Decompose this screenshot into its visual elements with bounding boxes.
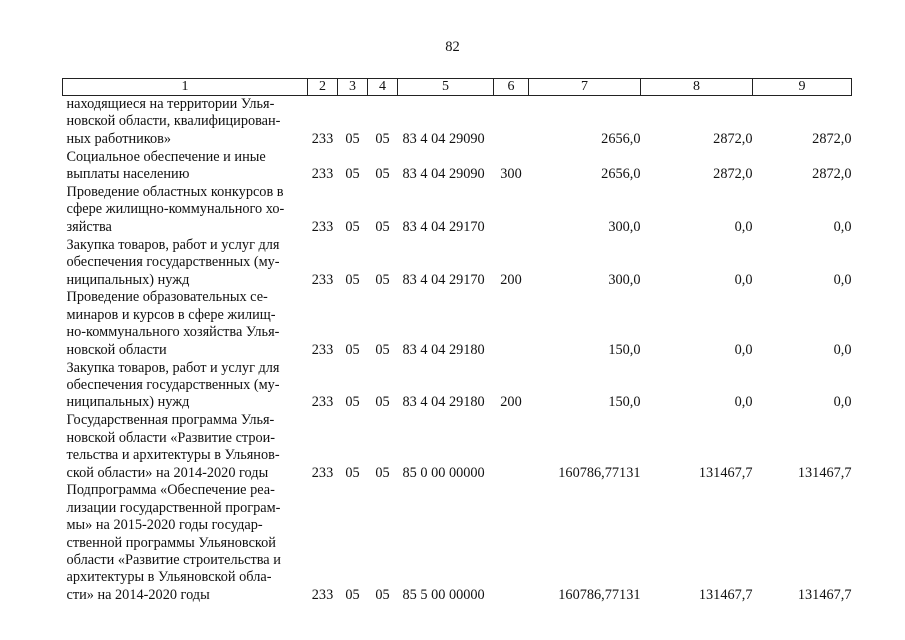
table-row	[63, 96, 852, 149]
header-cell: 3	[338, 79, 368, 96]
target-article-cell: 85 5 00 00000	[402, 586, 485, 603]
admin-code-cell: 233	[311, 218, 334, 235]
budget-table	[62, 78, 852, 605]
description-line: ской области» на 2014-2020 годы	[66, 464, 269, 481]
target-article-cell: 85 0 00 00000	[402, 464, 485, 481]
amount-year2-cell: 0,0	[734, 341, 753, 358]
description-line: новской области	[66, 341, 167, 358]
expense-type-cell	[494, 184, 529, 237]
subsection-code-cell: 05	[375, 130, 390, 147]
description-line: лизации государственной програм-	[66, 499, 281, 516]
description-line: ниципальных) нужд	[66, 271, 190, 288]
amount-year3-cell: 131467,7	[797, 586, 852, 603]
target-article-cell: 83 4 04 29170	[402, 218, 485, 235]
expense-type-cell: 200	[500, 271, 522, 288]
admin-code-cell: 233	[311, 464, 334, 481]
subsection-code-cell: 05	[375, 464, 390, 481]
row-description	[63, 360, 308, 413]
expense-type-cell	[494, 412, 529, 482]
description-line: выплаты населению	[66, 166, 190, 183]
table-row	[63, 360, 852, 413]
amount-year2-cell: 0,0	[734, 271, 753, 288]
amount-year2-cell: 0,0	[734, 218, 753, 235]
admin-code-cell: 233	[311, 394, 334, 411]
amount-year2-cell: 0,0	[734, 394, 753, 411]
header-cell: 9	[753, 79, 852, 96]
description-line: новской области «Развитие строи-	[66, 429, 276, 446]
expense-type-cell	[494, 482, 529, 604]
amount-year1-cell: 300,0	[608, 218, 641, 235]
table-row	[63, 184, 852, 237]
expense-type-cell: 200	[500, 394, 522, 411]
subsection-code-cell: 05	[375, 394, 390, 411]
row-description	[63, 96, 308, 149]
admin-code-cell: 233	[311, 586, 334, 603]
subsection-code-cell: 05	[375, 586, 390, 603]
description-line: сти» на 2014-2020 годы	[66, 586, 210, 603]
amount-year3-cell: 0,0	[833, 394, 852, 411]
amount-year1-cell: 150,0	[608, 341, 641, 358]
amount-year1-cell: 2656,0	[601, 166, 641, 183]
description-line: архитектуры в Ульяновской обла-	[66, 569, 272, 586]
expense-type-cell: 300	[500, 166, 522, 183]
row-description	[63, 237, 308, 290]
admin-code-cell: 233	[311, 271, 334, 288]
row-description	[63, 412, 308, 482]
description-line: ных работников»	[66, 130, 172, 147]
description-line: Государственная программа Улья-	[66, 412, 275, 429]
description-line: новской области, квалифицирован-	[66, 113, 281, 130]
amount-year3-cell: 2872,0	[812, 130, 852, 147]
table-row	[63, 482, 852, 604]
target-article-cell: 83 4 04 29090	[402, 130, 485, 147]
description-line: Закупка товаров, работ и услуг для	[66, 236, 280, 253]
section-code-cell: 05	[345, 271, 360, 288]
target-article-cell: 83 4 04 29090	[402, 166, 485, 183]
expense-type-cell	[494, 96, 529, 149]
description-line: Подпрограмма «Обеспечение реа-	[66, 482, 275, 499]
subsection-code-cell: 05	[375, 341, 390, 358]
header-cell: 4	[368, 79, 398, 96]
description-line: ниципальных) нужд	[66, 394, 190, 411]
amount-year1-cell: 150,0	[608, 394, 641, 411]
amount-year2-cell: 2872,0	[713, 166, 753, 183]
amount-year2-cell: 131467,7	[698, 464, 753, 481]
description-line: но-коммунального хозяйства Улья-	[66, 324, 280, 341]
description-line: Проведение образовательных се-	[66, 289, 268, 306]
description-line: обеспечения государственных (му-	[66, 254, 280, 271]
section-code-cell: 05	[345, 394, 360, 411]
subsection-code-cell: 05	[375, 166, 390, 183]
amount-year3-cell: 2872,0	[812, 166, 852, 183]
table-row	[63, 237, 852, 290]
admin-code-cell: 233	[311, 341, 334, 358]
amount-year2-cell: 131467,7	[698, 586, 753, 603]
description-line: обеспечения государственных (му-	[66, 377, 280, 393]
description-line: Закупка товаров, работ и услуг для	[66, 359, 280, 376]
subsection-code-cell: 05	[375, 271, 390, 288]
table-row	[63, 412, 852, 482]
description-line: области «Развитие строительства и	[66, 552, 281, 569]
header-cell: 7	[529, 79, 641, 96]
amount-year1-cell: 160786,77131	[558, 586, 641, 603]
section-code-cell: 05	[345, 464, 360, 481]
header-cell: 6	[494, 79, 529, 96]
header-cell: 2	[308, 79, 338, 96]
page-number: 82	[445, 39, 460, 55]
section-code-cell: 05	[345, 218, 360, 235]
row-description	[63, 482, 308, 604]
amount-year3-cell: 0,0	[833, 271, 852, 288]
row-description	[63, 289, 308, 359]
table-body	[63, 96, 852, 605]
description-line: ственной программы Ульяновской	[66, 534, 276, 551]
row-description	[63, 184, 308, 237]
description-line: сфере жилищно-коммунального хо-	[66, 201, 285, 218]
row-description	[63, 149, 308, 184]
header-cell: 8	[641, 79, 753, 96]
description-line: Проведение областных конкурсов в	[66, 184, 284, 201]
section-code-cell: 05	[345, 586, 360, 603]
amount-year2-cell: 2872,0	[713, 130, 753, 147]
section-code-cell: 05	[345, 341, 360, 358]
expense-type-cell	[494, 289, 529, 359]
description-line: находящиеся на территории Улья-	[66, 96, 275, 112]
admin-code-cell: 233	[311, 166, 334, 183]
table-row	[63, 149, 852, 184]
amount-year1-cell: 160786,77131	[558, 464, 641, 481]
header-row	[63, 79, 852, 96]
description-line: мы» на 2015-2020 годы государ-	[66, 517, 263, 534]
amount-year3-cell: 131467,7	[797, 464, 852, 481]
amount-year3-cell: 0,0	[833, 218, 852, 235]
target-article-cell: 83 4 04 29180	[402, 394, 485, 411]
header-cell: 5	[398, 79, 494, 96]
description-line: минаров и курсов в сфере жилищ-	[66, 306, 276, 323]
target-article-cell: 83 4 04 29170	[402, 271, 485, 288]
description-line: зяйства	[66, 218, 112, 235]
section-code-cell: 05	[345, 166, 360, 183]
description-line: Социальное обеспечение и иные	[66, 148, 266, 165]
admin-code-cell: 233	[311, 130, 334, 147]
amount-year1-cell: 300,0	[608, 271, 641, 288]
subsection-code-cell: 05	[375, 218, 390, 235]
header-cell: 1	[63, 79, 308, 96]
target-article-cell: 83 4 04 29180	[402, 341, 485, 358]
amount-year3-cell: 0,0	[833, 341, 852, 358]
description-line: тельства и архитектуры в Ульянов-	[66, 447, 280, 464]
section-code-cell: 05	[345, 130, 360, 147]
table-row	[63, 289, 852, 359]
amount-year1-cell: 2656,0	[601, 130, 641, 147]
